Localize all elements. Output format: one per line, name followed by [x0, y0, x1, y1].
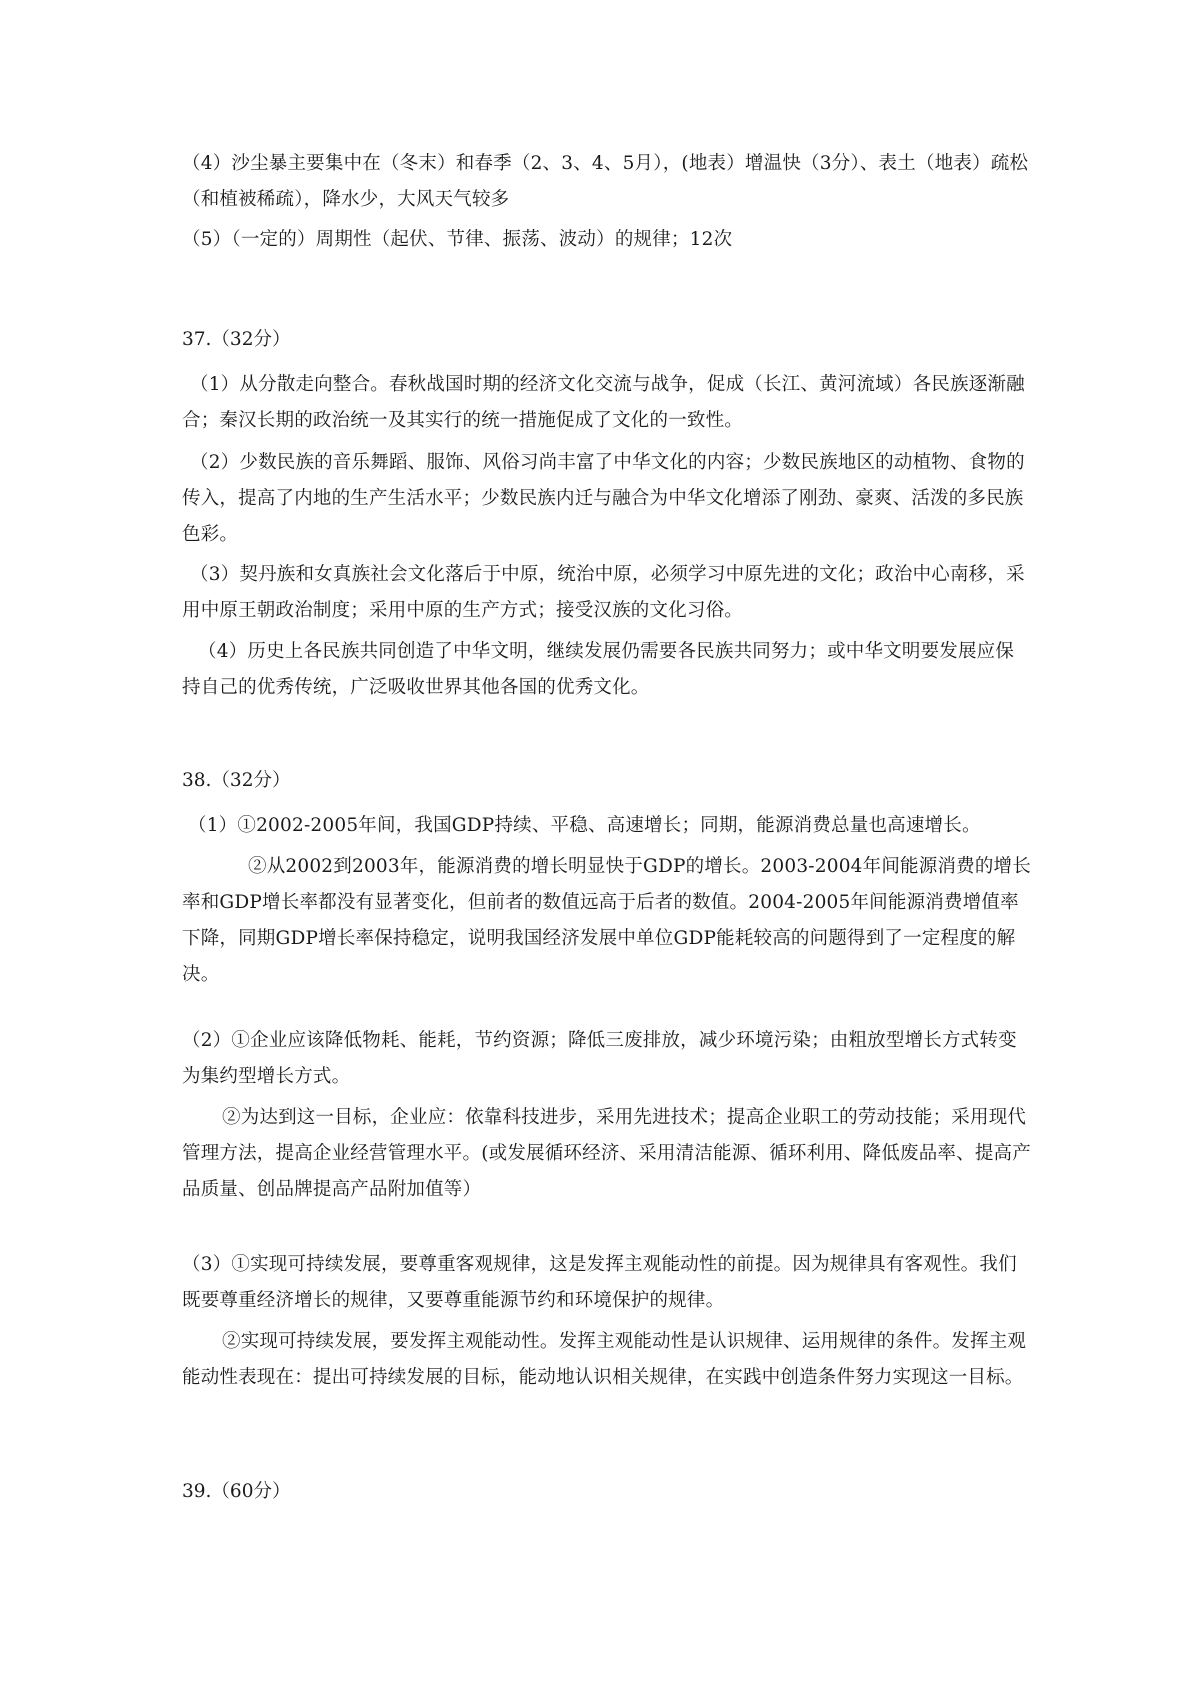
answer-36-5: （5）（一定的）周期性（起伏、节律、振荡、波动）的规律；12次 [182, 229, 733, 250]
answer-38-2-b: ②为达到这一目标，企业应：依靠科技进步，采用先进技术；提高企业职工的劳动技能；采用现代管理方法，提高企业经营管理水平。(或发展循环经济、采用清洁能源、循环利用、降低废品率、提高产品质量、创品牌提高产品附加值等） [182, 1107, 1031, 1200]
answer-38-3-a: （3）①实现可持续发展，要尊重客观规律，这是发挥主观能动性的前提。因为规律具有客观性。我们既要尊重经济增长的规律，又要尊重能源节约和环境保护的规律。 [182, 1254, 1017, 1311]
answer-37-1: （1）从分散走向整合。春秋战国时期的经济文化交流与战争，促成（长江、黄河流域）各民族逐渐融合；秦汉长期的政治统一及其实行的统一措施促成了文化的一致性。 [182, 374, 1025, 431]
answer-37-3: （3）契丹族和女真族社会文化落后于中原，统治中原，必须学习中原先进的文化；政治中心南移，采用中原王朝政治制度；采用中原的生产方式；接受汉族的文化习俗。 [182, 564, 1025, 621]
answer-38-1-b: ②从2002到2003年，能源消费的增长明显快于GDP的增长。2003-2004年间能源消费的增长率和GDP增长率都没有显著变化，但前者的数值远高于后者的数值。2004-2005年间能源消费增值率下降，同期GDP增长率保持稳定，说明我国经济发展中单位GDP能耗较高的问题得到了一定程度的解决。 [182, 856, 1031, 985]
question-39-heading: 39.（60分） [182, 1481, 291, 1502]
answer-38-1-a: （1）①2002-2005年间，我国GDP持续、平稳、高速增长；同期，能源消费总量也高速增长。 [188, 815, 981, 836]
answer-37-4: （4）历史上各民族共同创造了中华文明，继续发展仍需要各民族共同努力；或中华文明要发展应保持自己的优秀传统，广泛吸收世界其他各国的优秀文化。 [182, 641, 1015, 698]
answer-38-2-a: （2）①企业应该降低物耗、能耗，节约资源；降低三废排放，减少环境污染；由粗放型增长方式转变为集约型增长方式。 [182, 1030, 1017, 1087]
answer-37-2: （2）少数民族的音乐舞蹈、服饰、风俗习尚丰富了中华文化的内容；少数民族地区的动植物、食物的传入，提高了内地的生产生活水平；少数民族内迁与融合为中华文化增添了刚劲、豪爽、活泼的多民族色彩。 [182, 452, 1025, 545]
question-37-heading: 37.（32分） [182, 329, 291, 350]
answer-38-3-b: ②实现可持续发展，要发挥主观能动性。发挥主观能动性是认识规律、运用规律的条件。发挥主观能动性表现在：提出可持续发展的目标，能动地认识相关规律，在实践中创造条件努力实现这一目标。 [182, 1331, 1027, 1388]
answer-36-4: （4）沙尘暴主要集中在（冬末）和春季（2、3、4、5月），(地表）增温快（3分）、表土（地表）疏松（和植被稀疏），降水少，大风天气较多 [182, 153, 1029, 210]
question-38-heading: 38.（32分） [182, 770, 291, 791]
